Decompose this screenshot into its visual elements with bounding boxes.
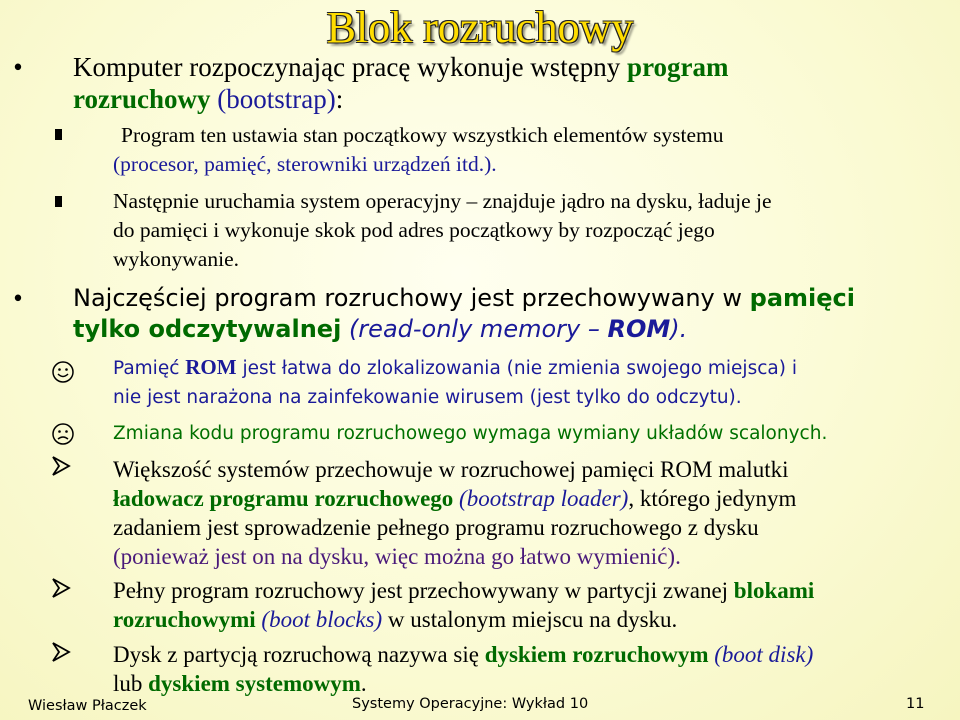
bullet-5-end: . — [360, 671, 367, 696]
bullet-3-line4: (ponieważ jest on na dysku, więc można go łatwo wymienić). — [113, 544, 681, 569]
term-rom: ROM — [607, 315, 671, 343]
square-bullet-icon — [50, 119, 66, 148]
bullet-2a-line2: nie jest narażona na zainfekowanie wirusem (jest tylko do odczytu). — [113, 387, 742, 408]
term-boot-blocks: (boot blocks) — [255, 607, 383, 632]
smiley-icon — [50, 360, 76, 386]
term-rom-2: ROM — [185, 355, 237, 379]
bullet-1a-text — [113, 121, 953, 179]
bullet-2a-rest: jest łatwa do zlokalizowania (nie zmienia swojego miejsca) i — [236, 358, 797, 379]
arrow-bullet-icon — [48, 576, 74, 607]
bullet-1-text — [73, 51, 953, 115]
term-dyskiem-rozruchowym: dyskiem rozruchowym — [484, 642, 709, 667]
bullet-5-lead: Dysk z partycją rozruchową nazywa się — [113, 642, 485, 667]
bullet-dot-icon: • — [13, 283, 23, 313]
bullet-1b-line2: do pamięci i wykonuje skok pod adres początkowy by rozpocząć jego — [113, 218, 715, 242]
bullet-4-text — [113, 576, 958, 634]
bullet-2b-line1: Zmiana kodu programu rozruchowego wymaga wymiany układów scalonych. — [113, 423, 828, 444]
term-bootstrap: (bootstrap) — [210, 84, 336, 114]
term-rozruchowy: rozruchowy — [73, 84, 211, 114]
bullet-3-text — [113, 455, 958, 571]
arrow-bullet-icon — [48, 454, 74, 485]
term-rozruchowymi: rozruchowymi — [113, 607, 256, 632]
bullet-1b-line1: Następnie uruchamia system operacyjny – znajduje jądro na dysku, ładuje je — [113, 189, 772, 213]
bullet-1-colon: : — [335, 84, 344, 114]
bullet-2b-text — [113, 419, 958, 448]
bullet-1b-text — [113, 187, 953, 274]
footer-author: Wiesław Płaczek — [28, 698, 147, 714]
frown-icon — [50, 422, 76, 448]
bullet-4-rest: w ustalonym miejscu na dysku. — [382, 607, 678, 632]
term-dyskiem-systemowym: dyskiem systemowym — [148, 671, 361, 696]
bullet-5-text — [113, 640, 958, 698]
bullet-5-lub: lub — [113, 671, 149, 696]
term-boot-disk: (boot disk) — [708, 642, 814, 667]
term-ladowacz: ładowacz programu rozruchowego — [113, 486, 454, 511]
term-program: program — [627, 52, 729, 82]
bullet-1a-line1: Program ten ustawia stan początkowy wszystkich elementów systemu — [121, 123, 724, 147]
term-tylko-odczytywalnej: tylko odczytywalnej — [73, 315, 342, 343]
square-bullet-icon — [50, 186, 66, 215]
term-pamieci: pamięci — [749, 284, 855, 312]
bullet-1b-line3: wykonywanie. — [113, 247, 239, 271]
bullet-2-lead: Najczęściej program rozruchowy jest przechowywany w — [73, 284, 750, 312]
slide-title: Blok rozruchowy — [326, 3, 634, 52]
arrow-bullet-icon — [48, 640, 74, 671]
footer-page-number: 11 — [906, 696, 925, 712]
bullet-1-lead: Komputer rozpoczynając pracę wykonuje wstępny — [73, 52, 628, 82]
bullet-2a-text — [113, 353, 958, 412]
bullet-4-lead: Pełny program rozruchowy jest przechowywany w partycji zwanej — [113, 578, 734, 603]
term-blokami: blokami — [733, 578, 815, 603]
bullet-1a-line2: (procesor, pamięć, sterowniki urządzeń itd.). — [113, 152, 497, 176]
term-bootstrap-loader: (bootstrap loader) — [453, 486, 629, 511]
bullet-3-line3: zadaniem jest sprowadzenie pełnego programu rozruchowego z dysku — [113, 515, 759, 540]
footer-course: Systemy Operacyjne: Wykład 10 — [352, 696, 589, 712]
bullet-dot-icon: • — [13, 52, 23, 82]
bullet-3-line1: Większość systemów przechowuje w rozruchowej pamięci ROM malutki — [113, 457, 789, 482]
bullet-2a-lead: Pamięć — [113, 358, 186, 379]
bullet-2-text — [73, 283, 953, 345]
term-read-only-memory: (read-only memory – — [341, 315, 608, 343]
bullet-3-rest: , którego jedynym — [628, 486, 797, 511]
bullet-2-end: ). — [670, 315, 688, 343]
